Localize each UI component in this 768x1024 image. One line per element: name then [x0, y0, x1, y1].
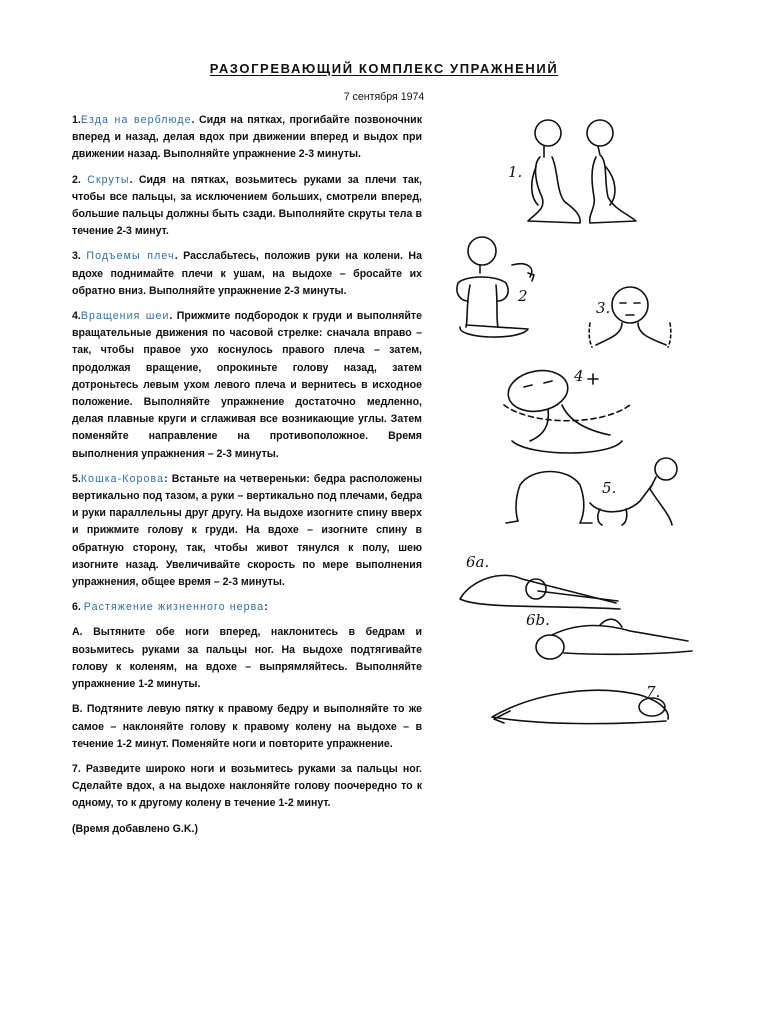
- figure-label: 6b.: [526, 611, 550, 629]
- item-number: 6.: [72, 601, 81, 614]
- exercise-description: . Сидя на пятках, прогибайте позвоночник вперед и назад, делая вдох при движении вперед и выдох при движении назад. Выполняйте упражнение 2-3 минуты.: [72, 114, 422, 161]
- figure-label: 7.: [646, 683, 661, 701]
- item-number: 3.: [72, 250, 81, 263]
- paragraph-b: В. Подтяните левую пятку к правому бедру и выполняйте то же самое – наклоняйте голову к правому колену на выдохе – в течение 1-2 минут. Поменяйте ноги и повторите упражнение.: [72, 703, 422, 750]
- exercise-name: Подъемы плеч: [86, 250, 175, 263]
- exercise-description: :: [264, 601, 268, 614]
- exercise-item-4: [72, 308, 422, 463]
- figure-2-twists: [457, 237, 534, 337]
- paragraph-a: А. Вытяните обе ноги вперед, наклонитесь в бедрам и возьмитесь руками за пальцы ног. На выдохе подтягивайте голову к коленям, на вдохе – выпрямляйтесь. Выполняйте упражнение 1-2 минуты.: [72, 626, 422, 691]
- figure-6a: [460, 553, 620, 609]
- illustrations-svg: [440, 105, 702, 745]
- exercise-item-5: [72, 471, 422, 591]
- figure-1-camel: [508, 120, 636, 223]
- exercise-description: . Сидя на пятках, возьмитесь руками за плечи так, чтобы все пальцы, за исключением больших, смотрели вперед, большие пальцы должны быть сзади. Выполняйте скруты тела в течение 2-3 минут.: [72, 173, 422, 238]
- page-title: РАЗОГРЕВАЮЩИЙ КОМПЛЕКС УПРАЖНЕНИЙ: [209, 61, 559, 76]
- exercise-name: Кошка-Корова: [80, 472, 165, 485]
- figure-label: 2: [518, 287, 528, 305]
- exercise-text: [72, 112, 422, 846]
- exercise-description: . Расслабьтесь, положив руки на колени. На вдохе поднимайте плечи к ушам, на выдохе – бросайте их обратно вниз. Выполняйте упражнение 2-3 минуты.: [72, 250, 422, 297]
- exercise-name: Растяжение жизненного нерва: [83, 601, 265, 614]
- illustrations: [440, 105, 702, 745]
- figure-label: 3.: [596, 299, 611, 317]
- item-number: 5.: [72, 472, 81, 485]
- exercise-description: : Встаньте на четвереньки: бедра расположены вертикально под тазом, а руки – вертикально под плечами, бедра и руки параллельны друг другу. На выдохе изогните спину вверх и прижмите голову к груди. На вдохе – изогните спину в обратную сторону, так, чтобы живот тянулся к полу, шею изогните назад. Увеличивайте скорость по мере выполнения упражнения, общее время – 2-3 минуты.: [72, 472, 422, 589]
- figure-3-shoulder-lifts: [589, 287, 671, 347]
- date: 7 сентября 1974: [343, 91, 425, 103]
- exercise-description: . Прижмите подбородок к груди и выполняйте вращательные движения по часовой стрелке: сначала вправо – так, чтобы правое ухо коснулось правого плеча – затем, продолжая вращение, опрокиньте голову назад, затем дотроньтесь левым ухом левого плеча и вернитесь в исходное положение. Выполняйте упражнение достаточно медленно, делая плавные круги и сглаживая все возникающие углы. Затем поменяйте направление на противоположное. Время выполнения упражнения – 2-3 минуты.: [72, 310, 423, 460]
- exercise-item-3: [72, 248, 422, 300]
- figure-4-neck-rotations: [504, 366, 630, 453]
- paragraph-7: 7. Разведите широко ноги и возьмитесь руками за пальцы ног. Сделайте вдох, а на выдохе наклоняйте голову поочередно то к одному, то к другому колену в течение 1-2 минут.: [72, 762, 422, 810]
- item-number: 2.: [72, 173, 81, 186]
- exercise-name: Езда на верблюде: [80, 114, 192, 126]
- figure-label: 5.: [602, 479, 617, 497]
- exercise-item-6: [72, 599, 422, 616]
- figure-7: [492, 683, 668, 724]
- exercise-item-2: [72, 172, 422, 241]
- figure-5-cat-cow: [506, 458, 677, 525]
- figure-label: 1.: [508, 163, 523, 181]
- exercise-item-1: [72, 112, 422, 164]
- figure-label: 4: [574, 367, 584, 385]
- exercise-name: Скруты: [87, 173, 130, 186]
- item-number: 1.: [72, 114, 81, 126]
- item-number: 4.: [72, 310, 81, 323]
- exercise-name: Вращения шеи: [80, 310, 170, 323]
- figure-6b: [526, 611, 692, 659]
- note: (Время добавлено G.K.): [72, 822, 198, 835]
- figure-label: 6a.: [466, 553, 490, 571]
